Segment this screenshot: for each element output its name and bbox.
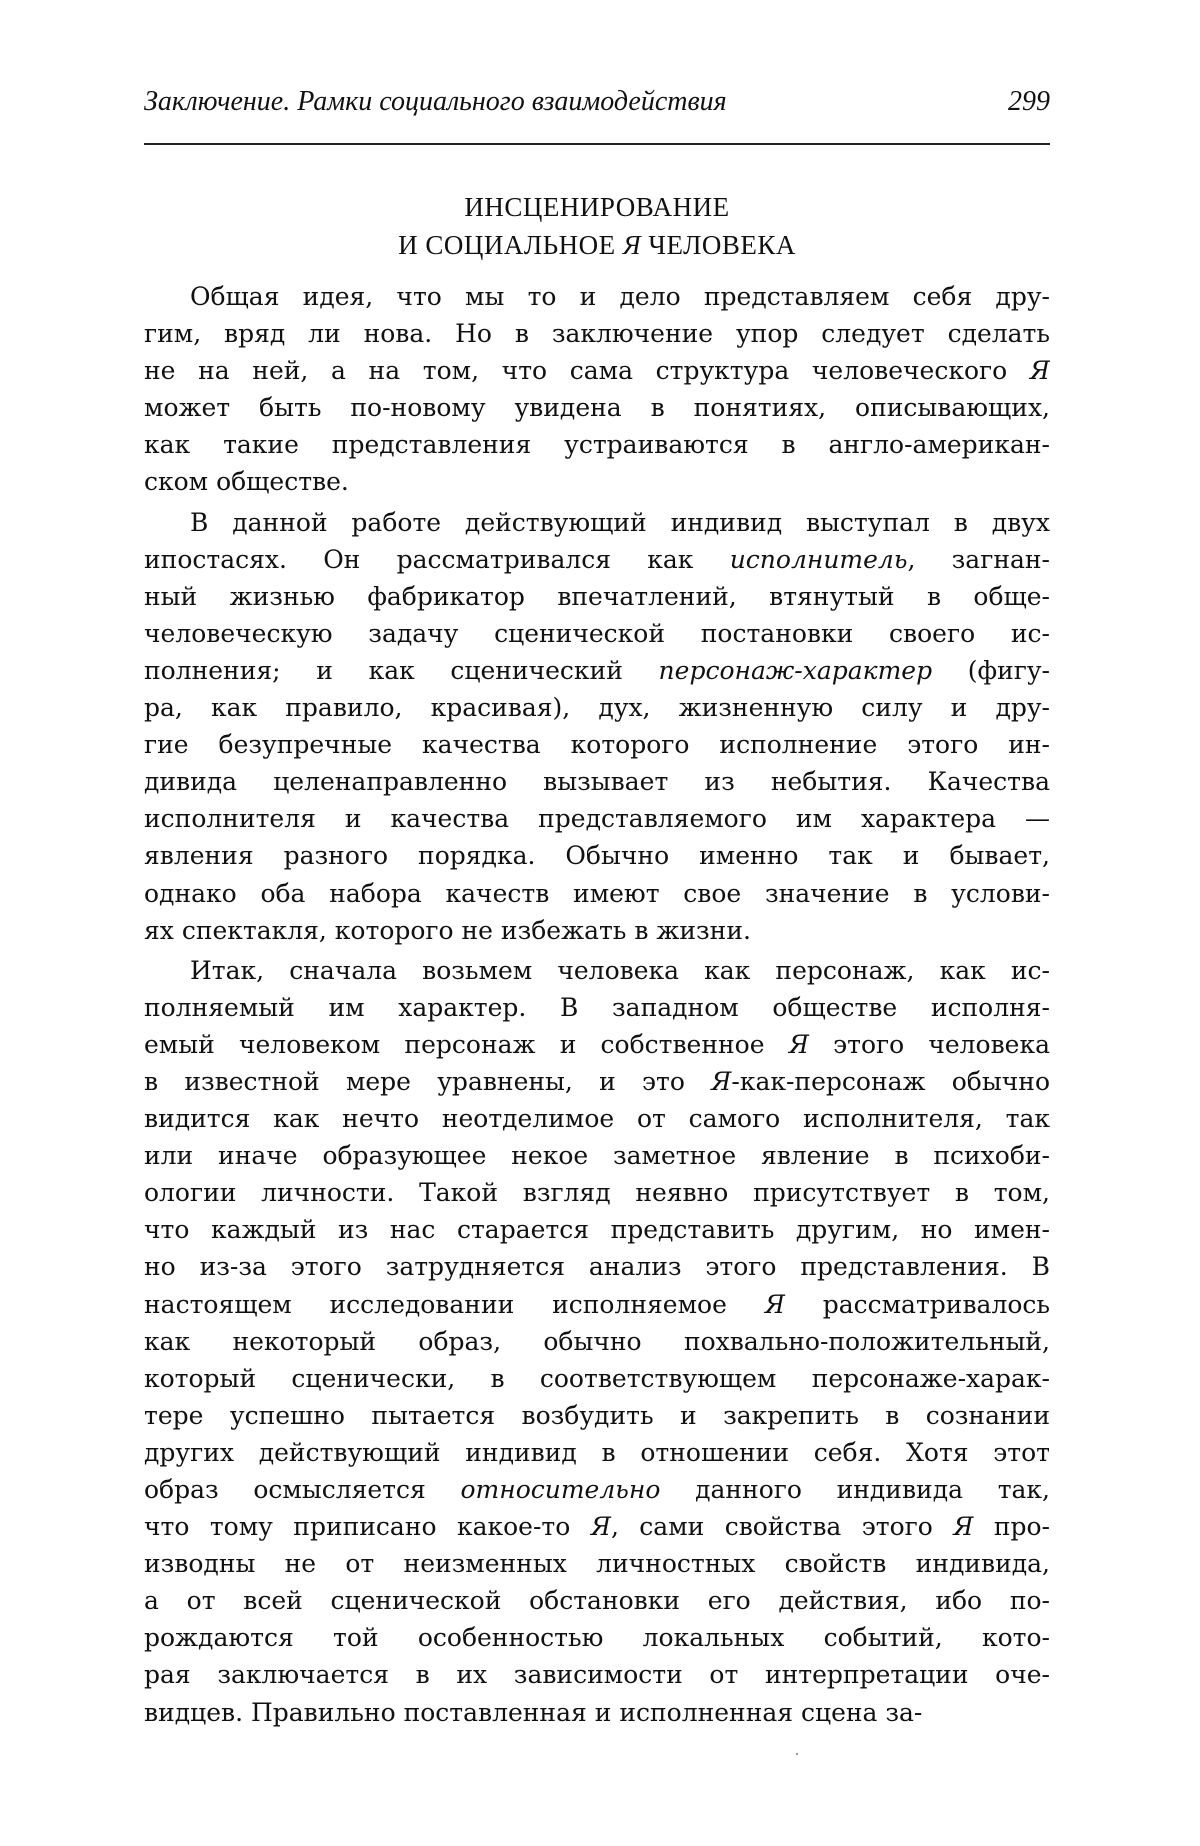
text-run: а от всей сценической обстановки его действия, ибо по- [144,1586,1050,1616]
page-number: 299 [1008,86,1050,117]
text-run: полнения; и как сценический [144,655,659,685]
text-line [144,1545,1050,1582]
section-title-line-2-start: И СОЦИАЛЬНОЕ [398,230,623,260]
text-line [144,389,1050,426]
text-line [144,1508,1050,1545]
italic-text: Я [1029,356,1050,386]
text-run: однако оба набора качеств имеют свое значение в услови- [144,878,1050,908]
text-line [144,1137,1050,1174]
text-line [144,1360,1050,1397]
text-run: Общая идея, что мы то и дело представляем себя дру- [190,282,1050,311]
text-line [144,578,1050,615]
text-line [144,1211,1050,1248]
italic-text: персонаж-характер [658,655,933,685]
italic-text: Я [711,1066,732,1096]
italic-text: Я [788,1029,809,1059]
text-line [144,1471,1050,1508]
text-line [144,1286,1050,1323]
text-run: емый человеком персонаж и собственное [144,1029,789,1059]
section-title [144,188,1050,264]
text-run: дивида целенаправленно вызывает из небытия. Качества [144,767,1050,797]
italic-text: относительно [460,1475,661,1504]
text-run: как некоторый образ, обычно похвально-положительный, [144,1326,1050,1356]
text-line [144,278,1050,315]
text-line [144,875,1050,912]
text-line [144,352,1050,389]
text-line [144,912,1050,949]
paragraph [144,504,1050,949]
text-run: ный жизнью фабрикатор впечатлений, втянутый в обще- [144,581,1050,611]
italic-text: Я [764,1289,785,1319]
text-run: , загнан- [907,544,1050,574]
text-line [144,426,1050,463]
text-run: В данной работе действующий индивид выступал в двух [190,507,1050,537]
text-line [144,315,1050,352]
text-line [144,541,1050,578]
header-rule [144,143,1050,145]
text-run: , сами свойства этого [610,1512,954,1542]
text-run: что каждый из нас старается представить другим, но имен- [144,1215,1050,1245]
text-run: видцев. Правильно поставленная и исполненная сцена за- [144,1697,923,1727]
text-run: других действующий индивид в отношении себя. Хотя этот [144,1437,1050,1467]
text-run: гие безупречные качества которого исполнение этого ин- [144,730,1050,760]
text-line [144,1100,1050,1137]
text-line [144,800,1050,837]
text-line [144,1656,1050,1693]
text-line [144,1619,1050,1656]
text-line [144,1174,1050,1211]
text-run: рождаются той особенностью локальных событий, кото- [144,1623,1050,1653]
paragraph [144,952,1050,1731]
text-line [144,652,1050,689]
text-line [144,1323,1050,1360]
text-run: настоящем исследовании исполняемое [144,1289,765,1319]
scan-speck [796,1753,798,1755]
text-run: ипостасях. Он рассматривался как [144,544,730,574]
text-run: человеческую задачу сценической постановки своего ис- [144,618,1050,648]
italic-text: Я [590,1512,611,1542]
text-run: рассматривалось [784,1289,1050,1319]
text-line [144,1397,1050,1434]
text-run: исполнителя и качества представляемого им характера — [144,804,1050,834]
text-run: образ осмысляется [144,1475,461,1504]
paragraph [144,278,1050,501]
section-title-line-1: ИНСЦЕНИРОВАНИЕ [464,192,730,222]
text-run: -как-персонаж обычно [731,1066,1050,1096]
section-title-line-2 [144,226,1050,264]
text-run: данного индивида так, [660,1475,1050,1504]
text-run: в известной мере уравнены, и это [144,1066,712,1096]
text-run: ологии личности. Такой взгляд неявно присутствует в том, [144,1178,1050,1208]
text-run: не на ней, а на том, что сама структура человеческого [144,356,1030,386]
text-run: что тому приписано какое-то [144,1512,591,1542]
text-run: про- [973,1512,1050,1542]
italic-text: исполнитель [729,544,908,574]
text-run: как такие представления устраиваются в англо-американ- [144,430,1050,460]
text-line [144,726,1050,763]
text-line [144,837,1050,874]
section-title-line-2-italic: Я [622,230,642,260]
text-run: гим, вряд ли нова. Но в заключение упор следует сделать [144,319,1050,349]
text-line [144,989,1050,1026]
text-line [144,504,1050,541]
text-run: ском обществе. [144,467,349,497]
text-run: рая заключается в их зависимости от интерпретации оче- [144,1660,1050,1690]
page-header [144,86,1050,126]
text-run: полняемый им характер. В западном обществе исполня- [144,992,1050,1022]
text-line [144,1026,1050,1063]
text-line [144,952,1050,989]
text-line [144,1434,1050,1471]
italic-text: Я [953,1512,974,1542]
text-line [144,1694,1050,1731]
body-text [144,278,1050,1731]
text-run: явления разного порядка. Обычно именно так и бывает, [144,841,1050,871]
section-title-line-2-end: ЧЕЛОВЕКА [641,230,796,260]
text-run: изводны не от неизменных личностных свойств индивида, [144,1549,1050,1579]
text-run: видится как нечто неотделимое от самого исполнителя, так [144,1104,1050,1134]
text-line [144,1063,1050,1100]
text-line [144,615,1050,652]
text-run: который сценически, в соответствующем персонаже-харак- [144,1363,1050,1393]
text-run: может быть по-новому увидена в понятиях, описывающих, [144,393,1050,423]
text-line [144,463,1050,500]
running-head: Заключение. Рамки социального взаимодействия [144,86,727,117]
text-run: ях спектакля, которого не избежать в жизни. [144,915,751,945]
text-run: (фигу- [932,655,1050,685]
text-line [144,1248,1050,1285]
text-run: но из-за этого затрудняется анализ этого представления. В [144,1252,1050,1282]
text-run: Итак, сначала возьмем человека как персонаж, как ис- [190,955,1050,985]
text-run: или иначе образующее некое заметное явление в психоби- [144,1141,1050,1171]
text-line [144,1582,1050,1619]
text-run: тере успешно пытается возбудить и закрепить в сознании [144,1400,1050,1430]
text-line [144,689,1050,726]
text-run: этого человека [808,1029,1050,1059]
text-run: ра, как правило, красивая), дух, жизненную силу и дру- [144,693,1050,723]
text-line [144,763,1050,800]
